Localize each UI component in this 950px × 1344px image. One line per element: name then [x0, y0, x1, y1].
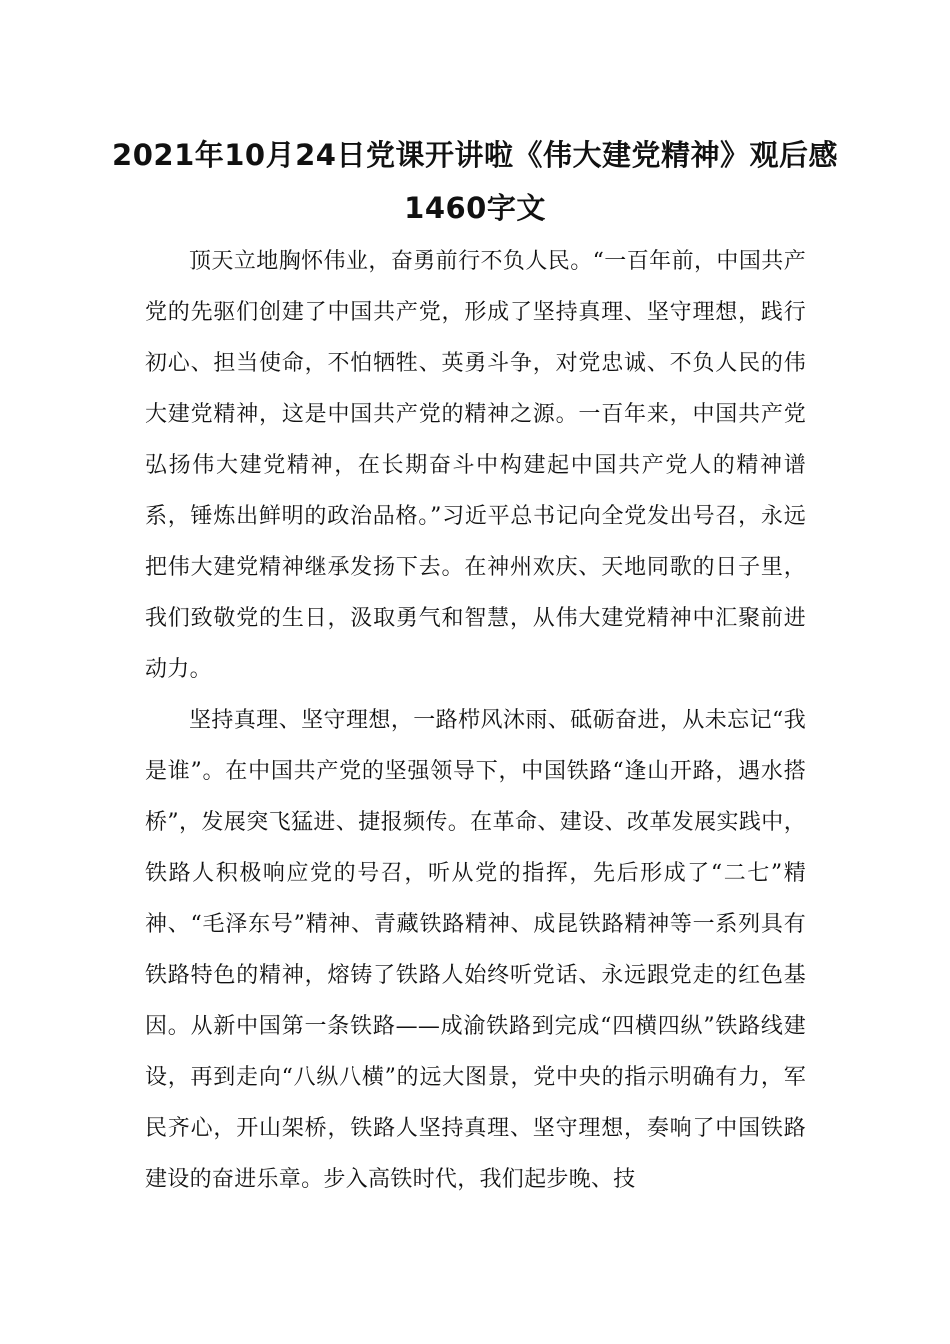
document-title: 2021年10月24日党课开讲啦《伟大建党精神》观后感1460字文	[112, 138, 838, 225]
paragraph: 顶天立地胸怀伟业，奋勇前行不负人民。“一百年前，中国共产党的先驱们创建了中国共产党，形成了坚持真理、坚守理想，践行初心、担当使命，不怕牺牲、英勇斗争，对党忠诚、不负人民的伟大建党精神，这是中国共产党的精神之源。一百年来，中国共产党弘扬伟大建党精神，在长期奋斗中构建起中国共产党人的精神谱系，锤炼出鲜明的政治品格。”习近平总书记向全党发出号召，永远把伟大建党精神继承发扬下去。在神州欢庆、天地同歌的日子里，我们致敬党的生日，汲取勇气和智慧，从伟大建党精神中汇聚前进动力。	[145, 249, 806, 682]
paragraph: 坚持真理、坚守理想，一路栉风沐雨、砥砺奋进，从未忘记“我是谁”。在中国共产党的坚强领导下，中国铁路“逢山开路，遇水搭桥”，发展突飞猛进、捷报频传。在革命、建设、改革发展实践中，铁路人积极响应党的号召，听从党的指挥，先后形成了“二七”精神、“毛泽东号”精神、青藏铁路精神、成昆铁路精神等一系列具有铁路特色的精神，熔铸了铁路人始终听党话、永远跟党走的红色基因。从新中国第一条铁路——成渝铁路到完成“四横四纵”铁路线建设，再到走向“八纵八横”的远大图景，党中央的指示明确有力，军民齐心，开山架桥，铁路人坚持真理、坚守理想，奏响了中国铁路建设的奋进乐章。步入高铁时代，我们起步晚、技	[145, 708, 806, 1192]
document-body	[145, 236, 806, 1205]
